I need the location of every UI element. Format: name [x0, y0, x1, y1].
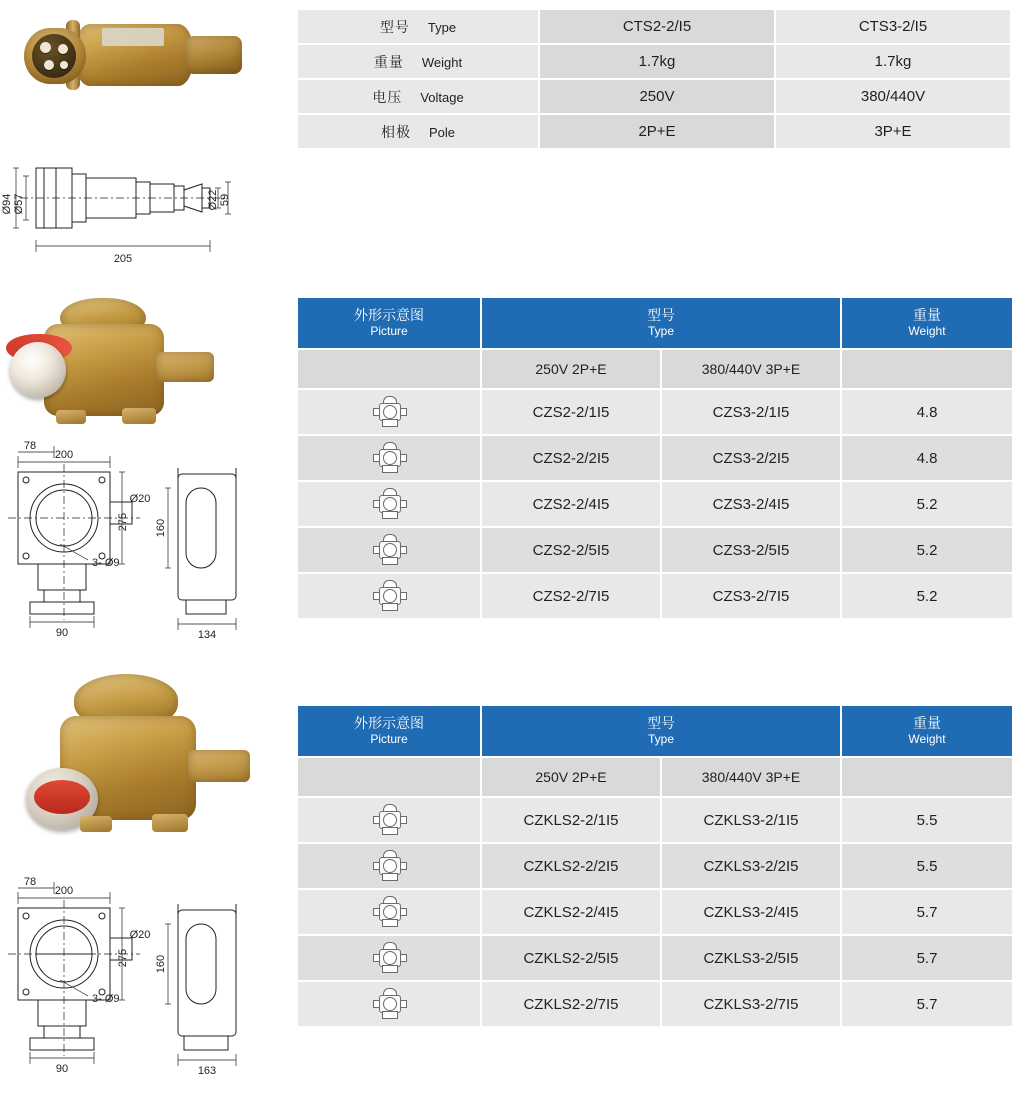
header-type-en: Type — [647, 324, 674, 339]
dim-hole: 3- Ø9 — [92, 557, 120, 569]
cell-weight: 5.7 — [842, 890, 1012, 934]
header-type-cn: 型号 — [647, 714, 675, 731]
socket-thumb-icon — [372, 531, 406, 565]
spec-label-en: Type — [427, 19, 457, 35]
table-row — [298, 890, 1012, 934]
sub-voltage-380: 380/440V 3P+E — [662, 350, 840, 388]
header-weight-cn: 重量 — [913, 306, 941, 323]
spec-label-cn: 型号 — [379, 18, 410, 35]
table-row — [298, 80, 1010, 113]
cell-picture — [298, 798, 480, 842]
spec-value-weight-1: 1.7kg — [540, 45, 774, 78]
cell-type-250v: CZKLS2-2/1I5 — [482, 798, 660, 842]
table-row — [298, 982, 1012, 1026]
header-weight — [842, 706, 1012, 756]
cell-picture — [298, 936, 480, 980]
socket-cable-entry — [156, 352, 214, 382]
product-photo-socket-czs — [4, 290, 264, 430]
dim-78: 78 — [23, 440, 37, 452]
spec-value-pole-1: 2P+E — [540, 115, 774, 148]
table-row — [298, 482, 1012, 526]
header-type-cn: 型号 — [647, 306, 675, 323]
sub-voltage-380: 380/440V 3P+E — [662, 758, 840, 796]
sub-picture — [298, 758, 480, 796]
spec-label-cn: 重量 — [373, 53, 404, 70]
spec-value-type-2: CTS3-2/I5 — [776, 10, 1010, 43]
table-row — [298, 115, 1010, 148]
cell-weight: 5.2 — [842, 528, 1012, 572]
dimension-drawing-czkls — [0, 876, 290, 1082]
socket-thumb-icon — [372, 939, 406, 973]
dim-d22: Ø22 — [207, 189, 219, 211]
cell-type-380v: CZKLS3-2/1I5 — [662, 798, 840, 842]
socket-foot — [80, 816, 112, 832]
spec-table — [296, 8, 1012, 150]
cell-type-380v: CZS3-2/5I5 — [662, 528, 840, 572]
socket-thumb-icon — [372, 985, 406, 1019]
table-row — [298, 45, 1010, 78]
header-picture-cn: 外形示意图 — [354, 306, 424, 323]
table-row — [298, 10, 1010, 43]
header-type — [482, 706, 840, 756]
table-header-row — [298, 298, 1012, 348]
cell-type-250v: CZS2-2/4I5 — [482, 482, 660, 526]
cell-type-380v: CZKLS3-2/4I5 — [662, 890, 840, 934]
dim-275: 275 — [117, 948, 129, 968]
sub-voltage-250: 250V 2P+E — [482, 350, 660, 388]
dim-200: 200 — [54, 449, 74, 461]
spec-label-type — [298, 10, 538, 43]
plug-pin — [60, 61, 68, 69]
socket-foot — [152, 814, 188, 832]
dim-90: 90 — [55, 627, 69, 639]
header-type — [482, 298, 840, 348]
socket-thumb-icon — [372, 847, 406, 881]
cell-type-250v: CZKLS2-2/4I5 — [482, 890, 660, 934]
cell-type-380v: CZKLS3-2/5I5 — [662, 936, 840, 980]
header-picture-cn: 外形示意图 — [354, 714, 424, 731]
header-weight-en: Weight — [908, 732, 946, 747]
table-header-row — [298, 706, 1012, 756]
table-czkls — [296, 704, 1014, 1028]
table-row — [298, 844, 1012, 888]
spec-value-pole-2: 3P+E — [776, 115, 1010, 148]
cell-picture — [298, 482, 480, 526]
sub-weight — [842, 758, 1012, 796]
product-photo-socket-czkls — [20, 672, 270, 872]
cell-picture — [298, 844, 480, 888]
cell-type-250v: CZKLS2-2/7I5 — [482, 982, 660, 1026]
socket-thumb-icon — [372, 577, 406, 611]
cell-weight: 5.5 — [842, 844, 1012, 888]
cell-weight: 4.8 — [842, 390, 1012, 434]
plug-nameplate — [102, 28, 164, 46]
socket-foot — [122, 408, 156, 424]
spec-label-cn: 电压 — [372, 88, 403, 105]
cell-picture — [298, 890, 480, 934]
sub-voltage-250: 250V 2P+E — [482, 758, 660, 796]
dim-d20: Ø20 — [129, 929, 151, 941]
header-picture-en: Picture — [370, 324, 408, 339]
dim-163: 163 — [197, 1065, 217, 1077]
table-row — [298, 528, 1012, 572]
dim-160: 160 — [155, 954, 167, 974]
cell-type-380v: CZKLS3-2/2I5 — [662, 844, 840, 888]
dim-205: 205 — [113, 253, 133, 265]
header-weight-en: Weight — [908, 324, 946, 339]
spec-value-weight-2: 1.7kg — [776, 45, 1010, 78]
cell-picture — [298, 390, 480, 434]
spec-label-voltage — [298, 80, 538, 113]
dim-59: 59 — [219, 193, 231, 207]
cell-picture — [298, 982, 480, 1026]
spec-value-type-1: CTS2-2/I5 — [540, 10, 774, 43]
socket-thumb-icon — [372, 439, 406, 473]
dim-160: 160 — [155, 518, 167, 538]
plug-tail — [186, 36, 242, 74]
dim-d94: Ø94 — [1, 193, 13, 215]
cell-picture — [298, 528, 480, 572]
spec-value-voltage-2: 380/440V — [776, 80, 1010, 113]
sub-weight — [842, 350, 1012, 388]
socket-cable-entry — [188, 750, 250, 782]
plug-pin — [58, 44, 68, 54]
cell-type-250v: CZKLS2-2/5I5 — [482, 936, 660, 980]
socket-foot — [56, 410, 86, 424]
cell-type-380v: CZKLS3-2/7I5 — [662, 982, 840, 1026]
cell-weight: 5.7 — [842, 982, 1012, 1026]
header-picture — [298, 706, 480, 756]
table-row — [298, 936, 1012, 980]
dim-78: 78 — [23, 876, 37, 888]
product-photo-plug — [6, 6, 256, 136]
header-picture-en: Picture — [370, 732, 408, 747]
cell-type-250v: CZS2-2/7I5 — [482, 574, 660, 618]
socket-thumb-icon — [372, 485, 406, 519]
spec-value-voltage-1: 250V — [540, 80, 774, 113]
cell-type-380v: CZS3-2/1I5 — [662, 390, 840, 434]
socket-thumb-icon — [372, 393, 406, 427]
spec-label-en: Voltage — [420, 89, 464, 105]
header-weight-cn: 重量 — [913, 714, 941, 731]
table-czs — [296, 296, 1014, 620]
table-row — [298, 574, 1012, 618]
header-weight — [842, 298, 1012, 348]
cell-weight: 5.7 — [842, 936, 1012, 980]
cell-type-380v: CZS3-2/4I5 — [662, 482, 840, 526]
socket-front-cap — [10, 342, 66, 398]
plug-pin — [44, 60, 54, 70]
cell-type-250v: CZS2-2/1I5 — [482, 390, 660, 434]
spec-label-pole — [298, 115, 538, 148]
cell-weight: 5.5 — [842, 798, 1012, 842]
spec-label-en: Weight — [421, 54, 463, 70]
header-type-en: Type — [647, 732, 674, 747]
spec-label-en: Pole — [428, 124, 456, 140]
table-subheader-row — [298, 758, 1012, 796]
dim-d57: Ø57 — [13, 193, 25, 215]
plug-pin — [40, 42, 51, 53]
dim-90: 90 — [55, 1063, 69, 1075]
dim-200: 200 — [54, 885, 74, 897]
cell-picture — [298, 574, 480, 618]
dim-hole: 3- Ø9 — [92, 993, 120, 1005]
dimension-drawing-plug — [0, 150, 290, 270]
dim-275: 275 — [117, 512, 129, 532]
spec-label-weight — [298, 45, 538, 78]
plug-contact-face — [32, 34, 76, 78]
header-picture — [298, 298, 480, 348]
cell-weight: 5.2 — [842, 574, 1012, 618]
cell-picture — [298, 436, 480, 480]
sub-picture — [298, 350, 480, 388]
cell-type-380v: CZS3-2/2I5 — [662, 436, 840, 480]
dimension-drawing-czs — [0, 440, 290, 646]
cell-type-250v: CZS2-2/2I5 — [482, 436, 660, 480]
cell-type-380v: CZS3-2/7I5 — [662, 574, 840, 618]
socket-thumb-icon — [372, 801, 406, 835]
table-row — [298, 436, 1012, 480]
dim-d20: Ø20 — [129, 493, 151, 505]
spec-label-cn: 相极 — [380, 123, 411, 140]
cell-weight: 5.2 — [842, 482, 1012, 526]
cell-type-250v: CZS2-2/5I5 — [482, 528, 660, 572]
socket-thumb-icon — [372, 893, 406, 927]
socket-cap-seal — [34, 780, 90, 814]
table-subheader-row — [298, 350, 1012, 388]
table-row — [298, 798, 1012, 842]
cell-type-250v: CZKLS2-2/2I5 — [482, 844, 660, 888]
table-row — [298, 390, 1012, 434]
cell-weight: 4.8 — [842, 436, 1012, 480]
dim-134: 134 — [197, 629, 217, 641]
